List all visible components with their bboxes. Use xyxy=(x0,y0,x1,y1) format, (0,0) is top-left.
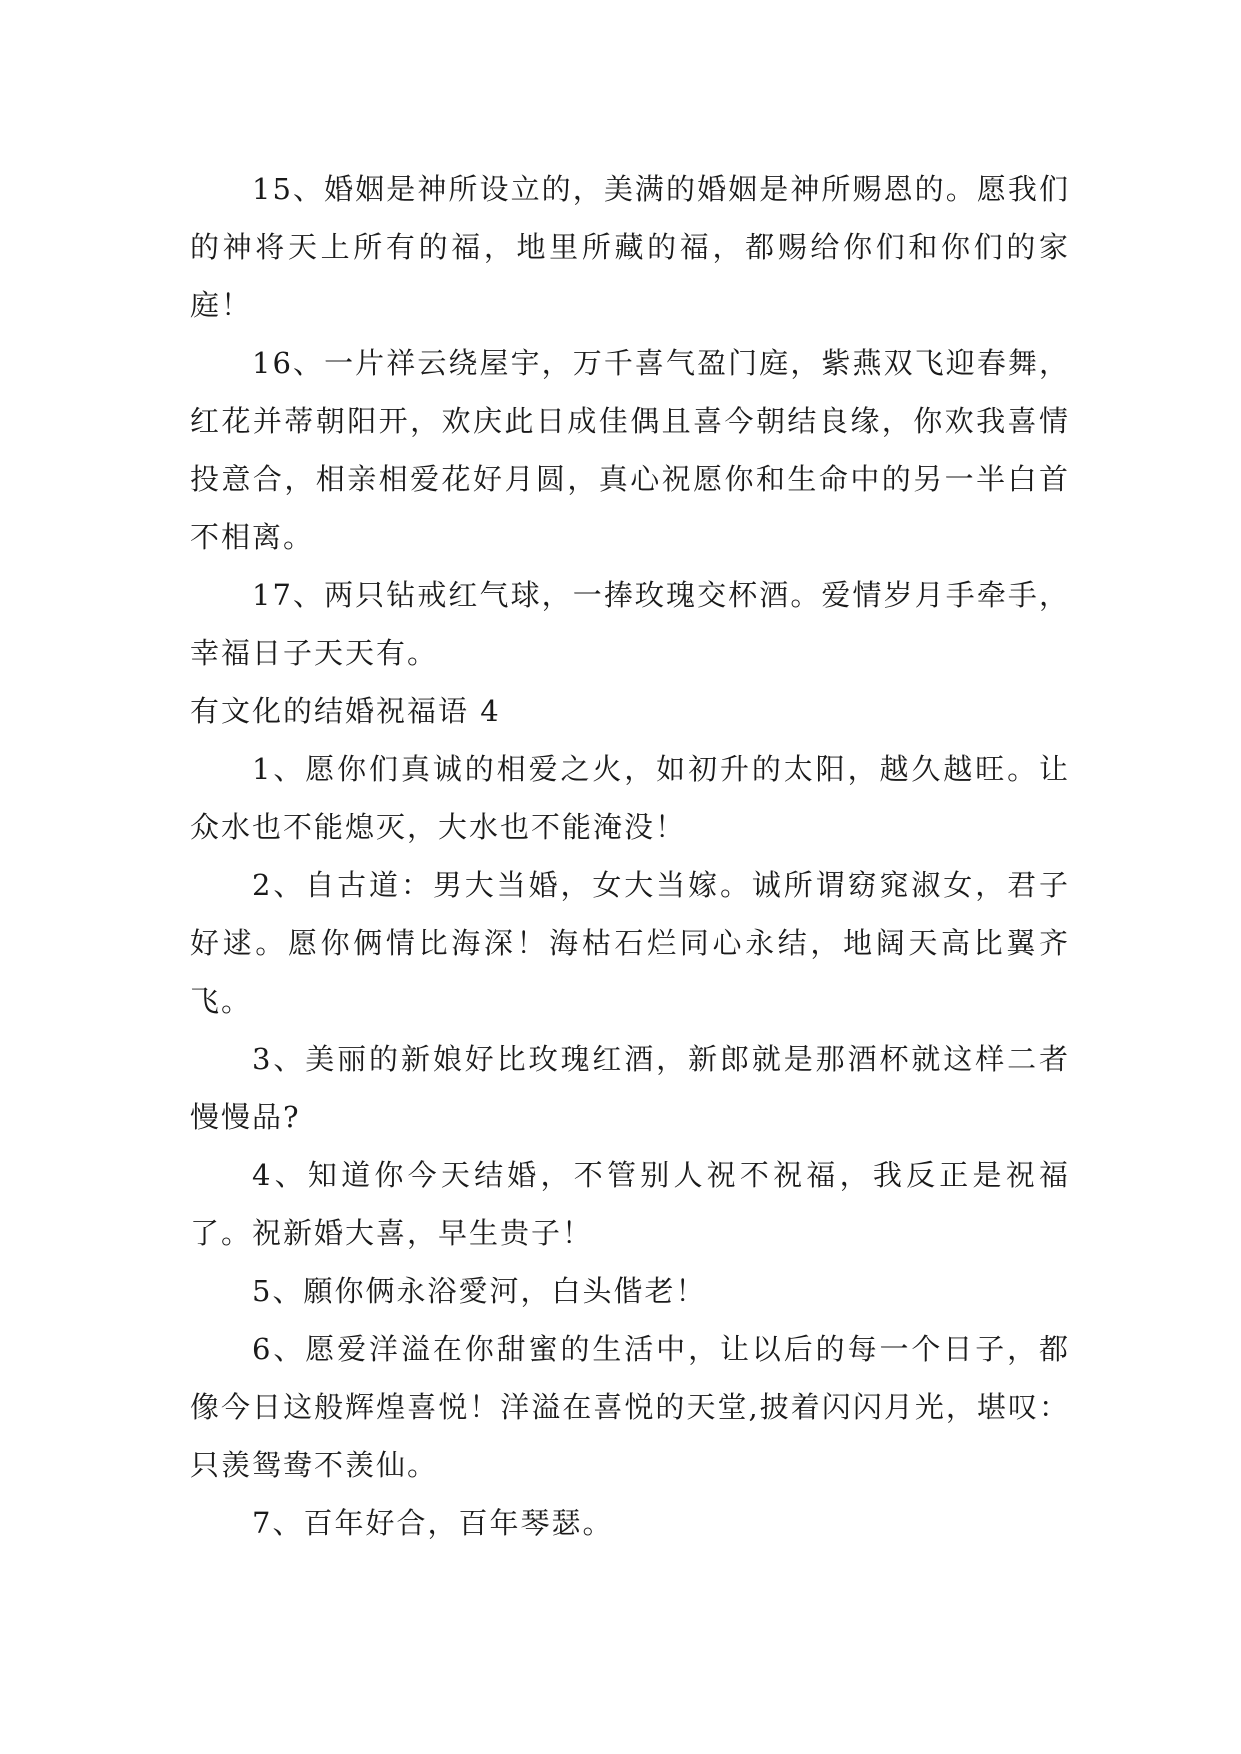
paragraph-2: 2、自古道：男大当婚，女大当嫁。诚所谓窈窕淑女，君子好逑。愿你俩情比海深！海枯石烂同心永结，地阔天高比翼齐飞。 xyxy=(190,868,1070,1018)
paragraph-6: 6、愿爱洋溢在你甜蜜的生活中，让以后的每一个日子，都像今日这般辉煌喜悦！洋溢在喜悦的天堂,披着闪闪月光，堪叹：只羡鸳鸯不羡仙。 xyxy=(190,1332,1070,1482)
document-body xyxy=(190,160,1070,1552)
paragraph-17: 17、两只钻戒红气球，一捧玫瑰交杯酒。爱情岁月手牵手，幸福日子天天有。 xyxy=(190,578,1070,670)
paragraph-1: 1、愿你们真诚的相爱之火，如初升的太阳，越久越旺。让众水也不能熄灭，大水也不能淹没！ xyxy=(190,752,1070,844)
paragraph-7: 7、百年好合，百年琴瑟。 xyxy=(252,1506,614,1540)
paragraph-5: 5、願你俩永浴愛河，白头偕老！ xyxy=(252,1274,707,1308)
paragraph-4: 4、知道你今天结婚，不管别人祝不祝福，我反正是祝福了。祝新婚大喜，早生贵子！ xyxy=(190,1158,1070,1250)
paragraph-16: 16、一片祥云绕屋宇，万千喜气盈门庭，紫燕双飞迎春舞，红花并蒂朝阳开，欢庆此日成佳偶且喜今朝结良缘，你欢我喜情投意合，相亲相爱花好月圆，真心祝愿你和生命中的另一半白首不相离。 xyxy=(190,346,1070,554)
paragraph-3: 3、美丽的新娘好比玫瑰红酒，新郎就是那酒杯就这样二者慢慢品? xyxy=(190,1042,1070,1134)
section-heading: 有文化的结婚祝福语 4 xyxy=(190,694,501,728)
paragraph-15: 15、婚姻是神所设立的，美满的婚姻是神所赐恩的。愿我们的神将天上所有的福，地里所藏的福，都赐给你们和你们的家庭！ xyxy=(190,172,1070,322)
